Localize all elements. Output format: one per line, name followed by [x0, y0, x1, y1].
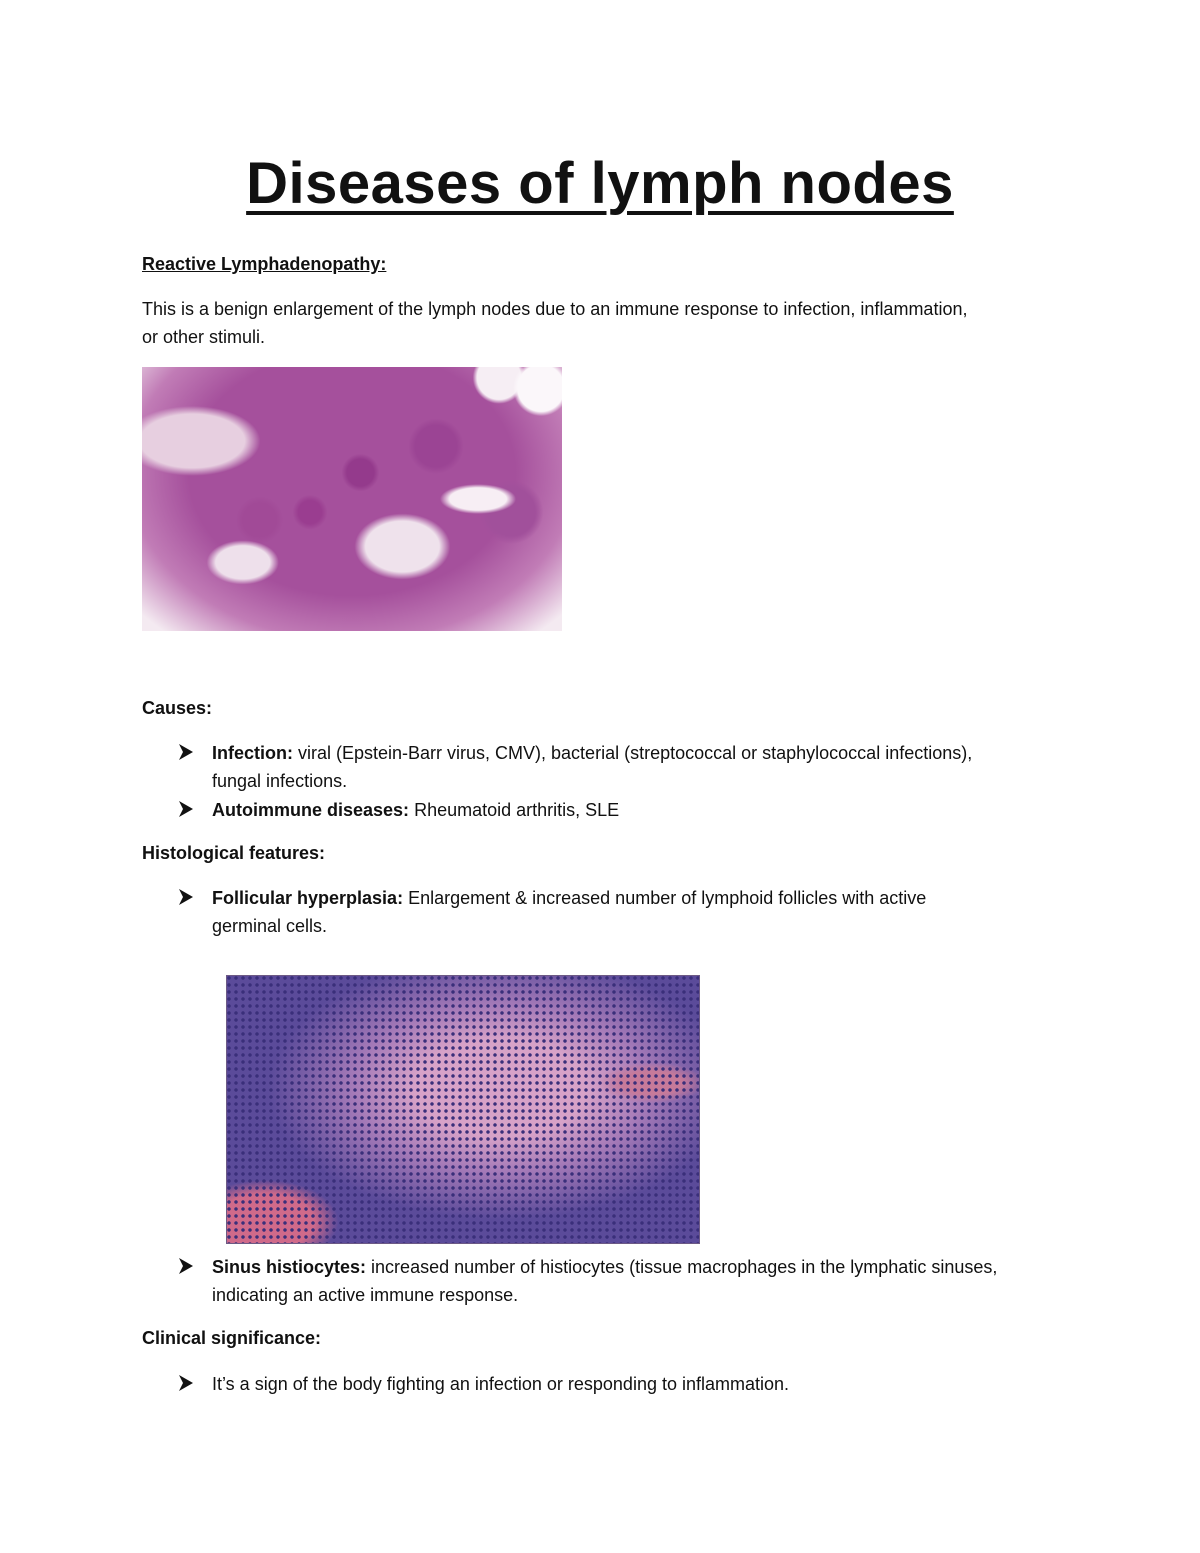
- list-item-infection: Infection: viral (Epstein-Barr virus, CMV), bacterial (streptococcal or staphylococcal infections), fungal infections.: [212, 743, 973, 791]
- follicle-histology-image: [226, 975, 700, 1244]
- arrow-bullet-icon: [176, 1256, 196, 1276]
- arrow-bullet-icon: [176, 887, 196, 907]
- arrow-bullet-icon: [176, 742, 196, 762]
- page-title: Diseases of lymph nodes: [246, 151, 954, 216]
- section-heading-histological: Histological features:: [142, 843, 326, 863]
- section-heading-causes: Causes:: [142, 698, 213, 718]
- list-item-sinus-histiocytes: Sinus histiocytes: increased number of histiocytes (tissue macrophages in the lymphatic sinuses, indicating an active immune response.: [212, 1257, 998, 1305]
- list-item-autoimmune: Autoimmune diseases: Rheumatoid arthritis, SLE: [212, 800, 620, 820]
- arrow-bullet-icon: [176, 799, 196, 819]
- list-item-clinical-sign: It’s a sign of the body fighting an infection or responding to inflammation.: [212, 1374, 790, 1394]
- arrow-bullet-icon: [176, 1373, 196, 1393]
- lymph-node-histology-image: [142, 367, 562, 631]
- reactive-description: This is a benign enlargement of the lymph nodes due to an immune response to infection, inflammation, or other stimuli.: [142, 299, 968, 347]
- section-heading-reactive: Reactive Lymphadenopathy:: [142, 254, 387, 274]
- list-item-follicular-hyperplasia: Follicular hyperplasia: Enlargement & increased number of lymphoid follicles with active germinal cells.: [212, 888, 927, 936]
- section-heading-clinical: Clinical significance:: [142, 1328, 322, 1348]
